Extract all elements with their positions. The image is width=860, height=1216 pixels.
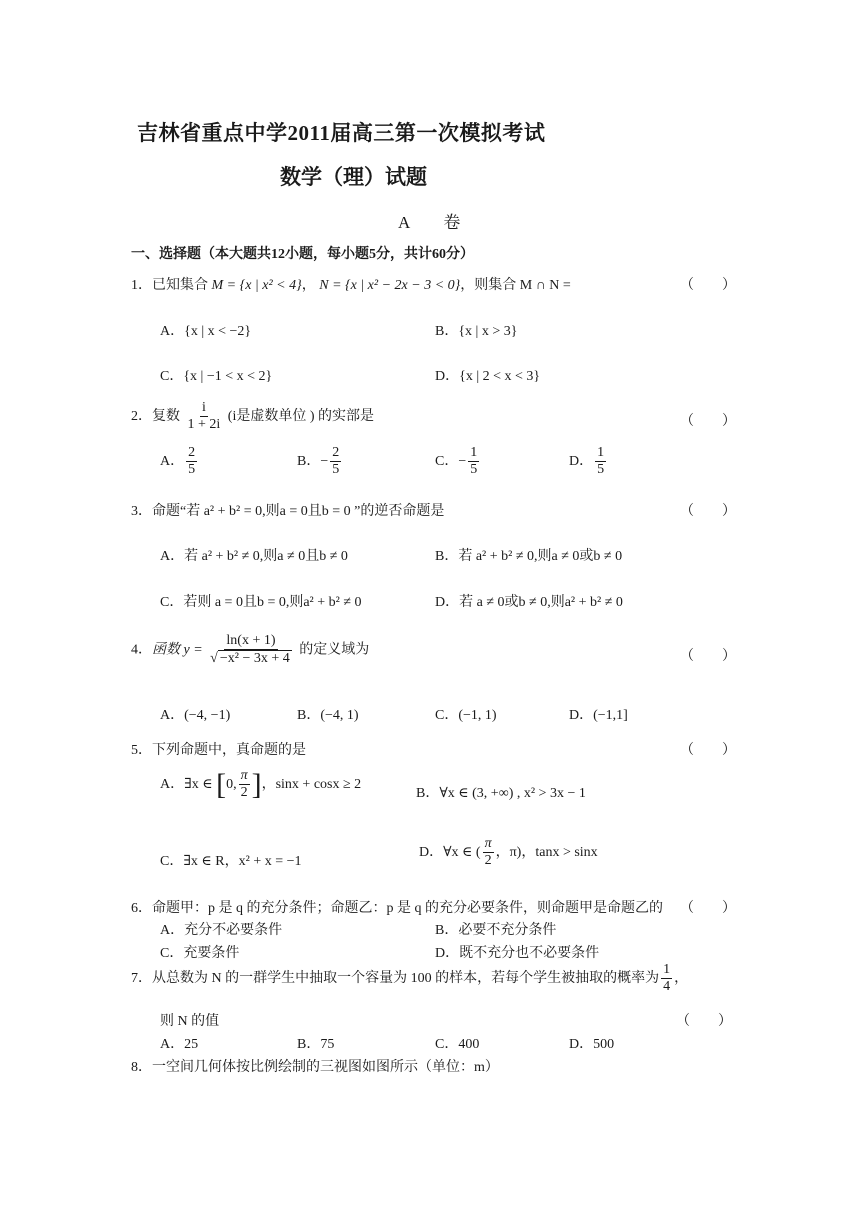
question-6 <box>131 897 663 917</box>
question-7 <box>131 962 688 995</box>
option-b: B．75 <box>297 1037 335 1052</box>
exam-title: 吉林省重点中学2011届高三第一次模拟考试 <box>137 121 546 145</box>
sqrt-radicand: −x² − 3x + 4 <box>219 651 290 667</box>
interval-start: 0, <box>226 777 237 792</box>
fraction <box>661 962 672 995</box>
option-c: C．400 <box>435 1037 480 1052</box>
fraction-denominator: 2 <box>484 853 492 869</box>
option-a: A．(−4, −1) <box>160 708 231 723</box>
option-c: C．{x | −1 < x < 2} <box>160 369 273 384</box>
fraction <box>186 445 197 478</box>
option-d: D．若 a ≠ 0或b ≠ 0,则a² + b² ≠ 0 <box>435 595 623 610</box>
answer-paren: （ ） <box>680 649 736 664</box>
option-c: C．若则 a = 0且b = 0,则a² + b² ≠ 0 <box>160 595 362 610</box>
fraction-denominator: 5 <box>332 462 340 478</box>
fraction-numerator: 2 <box>186 445 197 462</box>
exam-subtitle: 数学（理）试题 <box>280 165 427 189</box>
option-text: ，sinx + cosx ≥ 2 <box>261 777 362 792</box>
option-b: B．(−4, 1) <box>297 708 359 723</box>
fraction-denominator: 5 <box>188 462 196 478</box>
question-text: 已知集合 <box>152 278 208 293</box>
fraction <box>239 768 250 801</box>
question-number: 2． <box>131 408 152 424</box>
question-text: 复数 <box>152 408 180 424</box>
question-2 <box>131 400 374 433</box>
question-7-line2: 则 N 的值 <box>160 1014 220 1029</box>
question-number: 3． <box>131 504 152 519</box>
answer-paren: （ ） <box>680 901 736 916</box>
fraction-numerator: ln(x + 1) <box>224 633 277 650</box>
option-label: C．− <box>435 453 467 469</box>
fraction-numerator: i <box>200 400 208 417</box>
answer-paren: （ ） <box>680 414 736 429</box>
fraction-denominator: 1 + 2i <box>187 417 221 433</box>
option-c: C．充要条件 <box>160 946 240 961</box>
answer-paren: （ ） <box>680 743 736 758</box>
option-label: A． <box>160 453 185 469</box>
option-c <box>435 445 481 478</box>
answer-paren: （ ） <box>680 278 736 293</box>
set-m: M = {x | x² < 4} <box>211 278 302 293</box>
question-number: 4． <box>131 642 152 658</box>
fraction <box>468 445 479 478</box>
option-b: B．必要不充分条件 <box>435 923 557 938</box>
set-n: N = {x | x² − 2x − 3 < 0} <box>319 278 461 293</box>
left-bracket: [ <box>216 768 227 801</box>
fraction-numerator: 2 <box>330 445 341 462</box>
separator: ， <box>301 278 316 293</box>
answer-paren: （ ） <box>676 1014 732 1029</box>
option-d: D．500 <box>569 1037 615 1052</box>
option-b: B．若 a² + b² ≠ 0,则a ≠ 0或b ≠ 0 <box>435 549 623 564</box>
question-text: 一空间几何体按比例绘制的三视图如图所示（单位：m） <box>152 1060 499 1075</box>
option-a <box>160 445 199 478</box>
question-number: 1． <box>131 278 152 293</box>
question-text: 从总数为 N 的一群学生中抽取一个容量为 100 的样本，若每个学生被抽取的概率为 <box>152 970 660 986</box>
option-d <box>419 836 598 869</box>
right-bracket: ] <box>251 768 262 801</box>
question-text: 命题“若 a² + b² = 0,则a = 0且b = 0 ”的逆否命题是 <box>152 504 445 519</box>
fraction-numerator: π <box>239 768 250 785</box>
fraction-denominator: 2 <box>240 785 248 801</box>
option-d: D．既不充分也不必要条件 <box>435 946 600 961</box>
section-heading: 一、选择题（本大题共12小题，每小题5分，共计60分） <box>131 247 474 262</box>
option-c: C．∃x ∈ R，x² + x = −1 <box>160 854 302 869</box>
fraction-denominator: √ −x² − 3x + 4 <box>210 651 290 667</box>
fraction <box>330 445 341 478</box>
volume-label: A 卷 <box>398 213 461 232</box>
fraction-denominator: 5 <box>597 462 605 478</box>
option-b <box>297 445 343 478</box>
question-text: 命题甲：p 是 q 的充分条件；命题乙：p 是 q 的充分必要条件，则命题甲是命题乙的 <box>152 901 663 916</box>
option-label: D．∀x ∈ ( <box>419 844 481 860</box>
answer-paren: （ ） <box>680 504 736 519</box>
fraction <box>186 400 223 433</box>
fraction-numerator: 1 <box>595 445 606 462</box>
question-number: 8． <box>131 1060 152 1075</box>
option-b: B．{x | x > 3} <box>435 324 518 339</box>
option-a: A．25 <box>160 1037 199 1052</box>
option-d: D．{x | 2 < x < 3} <box>435 369 541 384</box>
question-number: 5． <box>131 743 152 758</box>
fraction-denominator: 5 <box>470 462 478 478</box>
option-d <box>569 445 608 478</box>
question-4 <box>131 633 369 667</box>
question-text: 函数 y = <box>152 642 203 658</box>
question-text-post: (i是虚数单位 ) 的实部是 <box>227 408 375 424</box>
fraction-numerator: 1 <box>468 445 479 462</box>
question-number: 7． <box>131 970 152 986</box>
fraction-numerator: 1 <box>661 962 672 979</box>
option-c: C．(−1, 1) <box>435 708 497 723</box>
separator: ， <box>674 970 689 986</box>
option-b: B．∀x ∈ (3, +∞) , x² > 3x − 1 <box>416 786 586 801</box>
fraction-denominator: 4 <box>663 979 671 995</box>
question-number: 6． <box>131 901 152 916</box>
question-3 <box>131 500 444 520</box>
question-8 <box>131 1056 499 1076</box>
option-d: D．(−1,1] <box>569 708 628 723</box>
fraction-numerator: π <box>483 836 494 853</box>
fraction <box>595 445 606 478</box>
option-a: A．充分不必要条件 <box>160 923 283 938</box>
option-a <box>160 768 361 802</box>
option-label: A．∃x ∈ <box>160 777 213 792</box>
fraction <box>208 633 294 667</box>
option-label: B．− <box>297 453 329 469</box>
question-text: 下列命题中，真命题的是 <box>152 743 306 758</box>
option-text: ，π)，tanx > sinx <box>495 844 598 860</box>
fraction <box>483 836 494 869</box>
option-a: A．若 a² + b² ≠ 0,则a ≠ 0且b ≠ 0 <box>160 549 348 564</box>
question-5 <box>131 739 306 759</box>
option-label: D． <box>569 453 594 469</box>
question-text-post: 的定义域为 <box>299 642 370 658</box>
option-a: A．{x | x < −2} <box>160 324 252 339</box>
question-1 <box>131 274 571 294</box>
question-text-post: ，则集合 M ∩ N = <box>460 278 571 293</box>
